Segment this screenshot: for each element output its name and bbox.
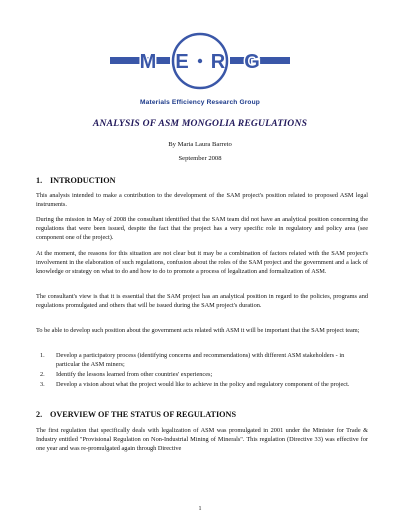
list-item (36, 380, 368, 389)
paragraph: The consultant's view is that it is essential that the SAM project has an analytical position in regard to the policies, programs and regulations promulgated and others that will be issued during the SAM project's duration. (36, 293, 368, 310)
page-number: 1 (198, 506, 202, 512)
merg-logo (0, 26, 400, 96)
paragraph: This analysis intended to make a contribution to the development of the SAM project's position related to proposed ASM legal instruments. (36, 192, 368, 209)
merg-logo-mark (110, 26, 290, 96)
list-number: 2. (40, 370, 45, 378)
date-line: September 2008 (178, 155, 222, 162)
paragraph: At the moment, the reasons for this situation are not clear but it may be a combination of factors related with the SAM project's involvement in the elaboration of such regulations, confusion about the roles of the SAM project and the government and a lack of knowledge or strategy on what to do and how to do to promote a process of legalization and formalization of ASM. (36, 250, 368, 276)
list-item (36, 370, 368, 379)
list-number: 1. (40, 352, 45, 359)
section-title: OVERVIEW OF THE STATUS OF REGULATIONS (50, 410, 237, 419)
section-heading-overview (36, 410, 236, 419)
numbered-list (36, 351, 368, 389)
paragraph: The first regulation that specifically deals with legalization of ASM was promulgated in 2001 under the Minister for Trade & Industry entitled "Provisional Regulation on Non-Industrial Mining of Minerals". This regulation (Directive 33) was effective for one year and was re-promulgated again through Directive (36, 427, 368, 453)
list-text: Identify the lessons learned from other countries' experiences; (56, 370, 213, 378)
author-line: By Maria Laura Barreto (168, 141, 232, 148)
section-number: 2. (36, 410, 43, 419)
org-name: Materials Efficiency Research Group (140, 99, 260, 106)
list-number: 3. (40, 380, 45, 388)
logo-letter-g: G (244, 51, 260, 73)
section-title: INTRODUCTION (50, 176, 116, 185)
section-heading-introduction (36, 176, 116, 185)
section-number: 1. (36, 176, 43, 185)
list-item (36, 351, 368, 369)
logo-letter-m: M (139, 51, 157, 73)
document-title: ANALYSIS OF ASM MONGOLIA REGULATIONS (92, 118, 308, 129)
list-text: Develop a vision about what the project would like to achieve in the policy and regulatory component of the project. (56, 380, 350, 388)
logo-letter-e: E (175, 51, 189, 73)
logo-letter-r: R (210, 51, 226, 73)
paragraph: During the mission in May of 2008 the consultant identified that the SAM team did not have an analytical position concerning the regulations that were been issued, despite the fact that the project has a very specific role in regulatory and policy area (see component one of the project). (36, 216, 368, 242)
paragraph: To be able to develop such position about the government acts related with ASM it will be important that the SAM project team; (36, 327, 360, 334)
list-text: Develop a participatory process (identifying concerns and recommendations) with different ASM stakeholders - in particular the ASM miners; (56, 352, 345, 369)
